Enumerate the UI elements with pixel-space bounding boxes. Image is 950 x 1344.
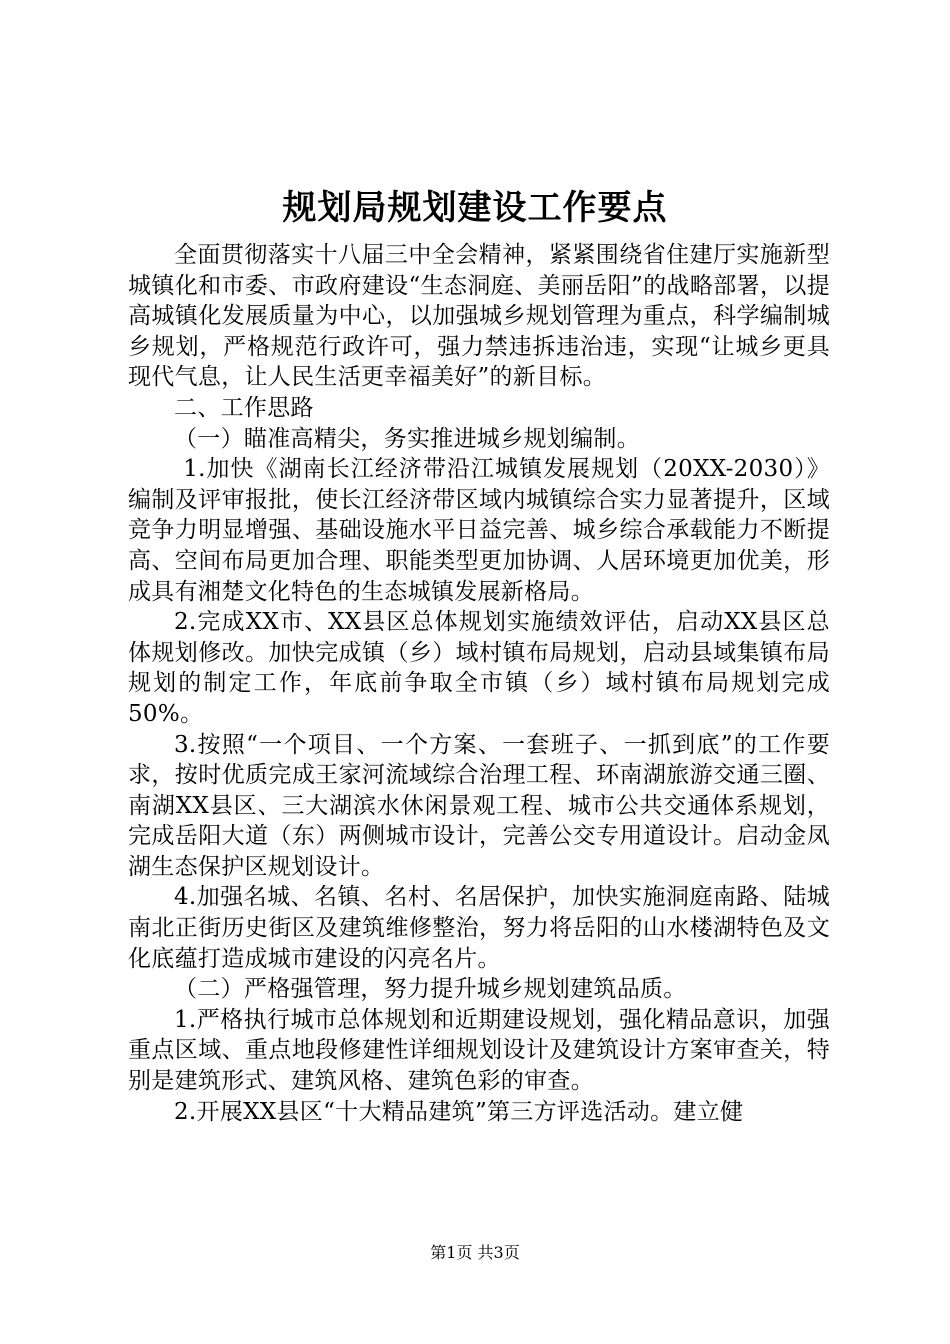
- paragraph-item-1-1: 1.加快《湖南长江经济带沿江城镇发展规划（20XX-2030）》编制及评审报批，使长江经济带区域内城镇综合实力显著提升，区域竞争力明显增强、基础设施水平日益完善、城乡综合承载能力不断提高、空间布局更加合理、职能类型更加协调、人居环境更加优美，形成具有湘楚文化特色的生态城镇发展新格局。: [128, 456, 830, 605]
- paragraph-item-2-1: 1.严格执行城市总体规划和近期建设规划，强化精品意识，加强重点区域、重点地段修建性详细规划设计及建筑设计方案审查关，特别是建筑形式、建筑风格、建筑色彩的审查。: [128, 1006, 830, 1095]
- paragraph-item-1-2: 2.完成XX市、XX县区总体规划实施绩效评估，启动XX县区总体规划修改。加快完成镇（乡）域村镇布局规划，启动县域集镇布局规划的制定工作，年底前争取全市镇（乡）域村镇布局规划完成50%。: [128, 609, 830, 727]
- document-body: [128, 240, 830, 1127]
- paragraph-item-1-4: 4.加强名城、名镇、名村、名居保护，加快实施洞庭南路、陆城南北正街历史街区及建筑维修整治，努力将岳阳的山水楼湖特色及文化底蕴打造成城市建设的闪亮名片。: [128, 884, 830, 972]
- document-title: 规划局规划建设工作要点: [282, 188, 668, 228]
- page-footer: 第1页 共3页: [430, 1243, 520, 1262]
- paragraph-item-1-3: 3.按照“一个项目、一个方案、一套班子、一抓到底”的工作要求，按时优质完成王家河流域综合治理工程、环南湖旅游交通三圈、南湖XX县区、三大湖滨水休闲景观工程、城市公共交通体系规划，完成岳阳大道（东）两侧城市设计，完善公交专用道设计。启动金凤湖生态保护区规划设计。: [128, 731, 830, 880]
- subsection-heading-2: （二）严格强管理，努力提升城乡规划建筑品质。: [174, 976, 687, 1003]
- paragraph-intro: 全面贯彻落实十八届三中全会精神，紧紧围绕省住建厅实施新型城镇化和市委、市政府建设“生态洞庭、美丽岳阳”的战略部署，以提高城镇化发展质量为中心，以加强城乡规划管理为重点，科学编制城乡规划，严格规范行政许可，强力禁违拆违治违，实现“让城乡更具现代气息，让人民生活更幸福美好”的新目标。: [128, 242, 830, 391]
- paragraph-item-2-2: 2.开展XX县区“十大精品建筑”第三方评选活动。建立健: [174, 1098, 744, 1125]
- subsection-heading-1: （一）瞄准高精尖，务实推进城乡规划编制。: [174, 425, 640, 452]
- section-heading-work-ideas: 二、工作思路: [174, 394, 314, 421]
